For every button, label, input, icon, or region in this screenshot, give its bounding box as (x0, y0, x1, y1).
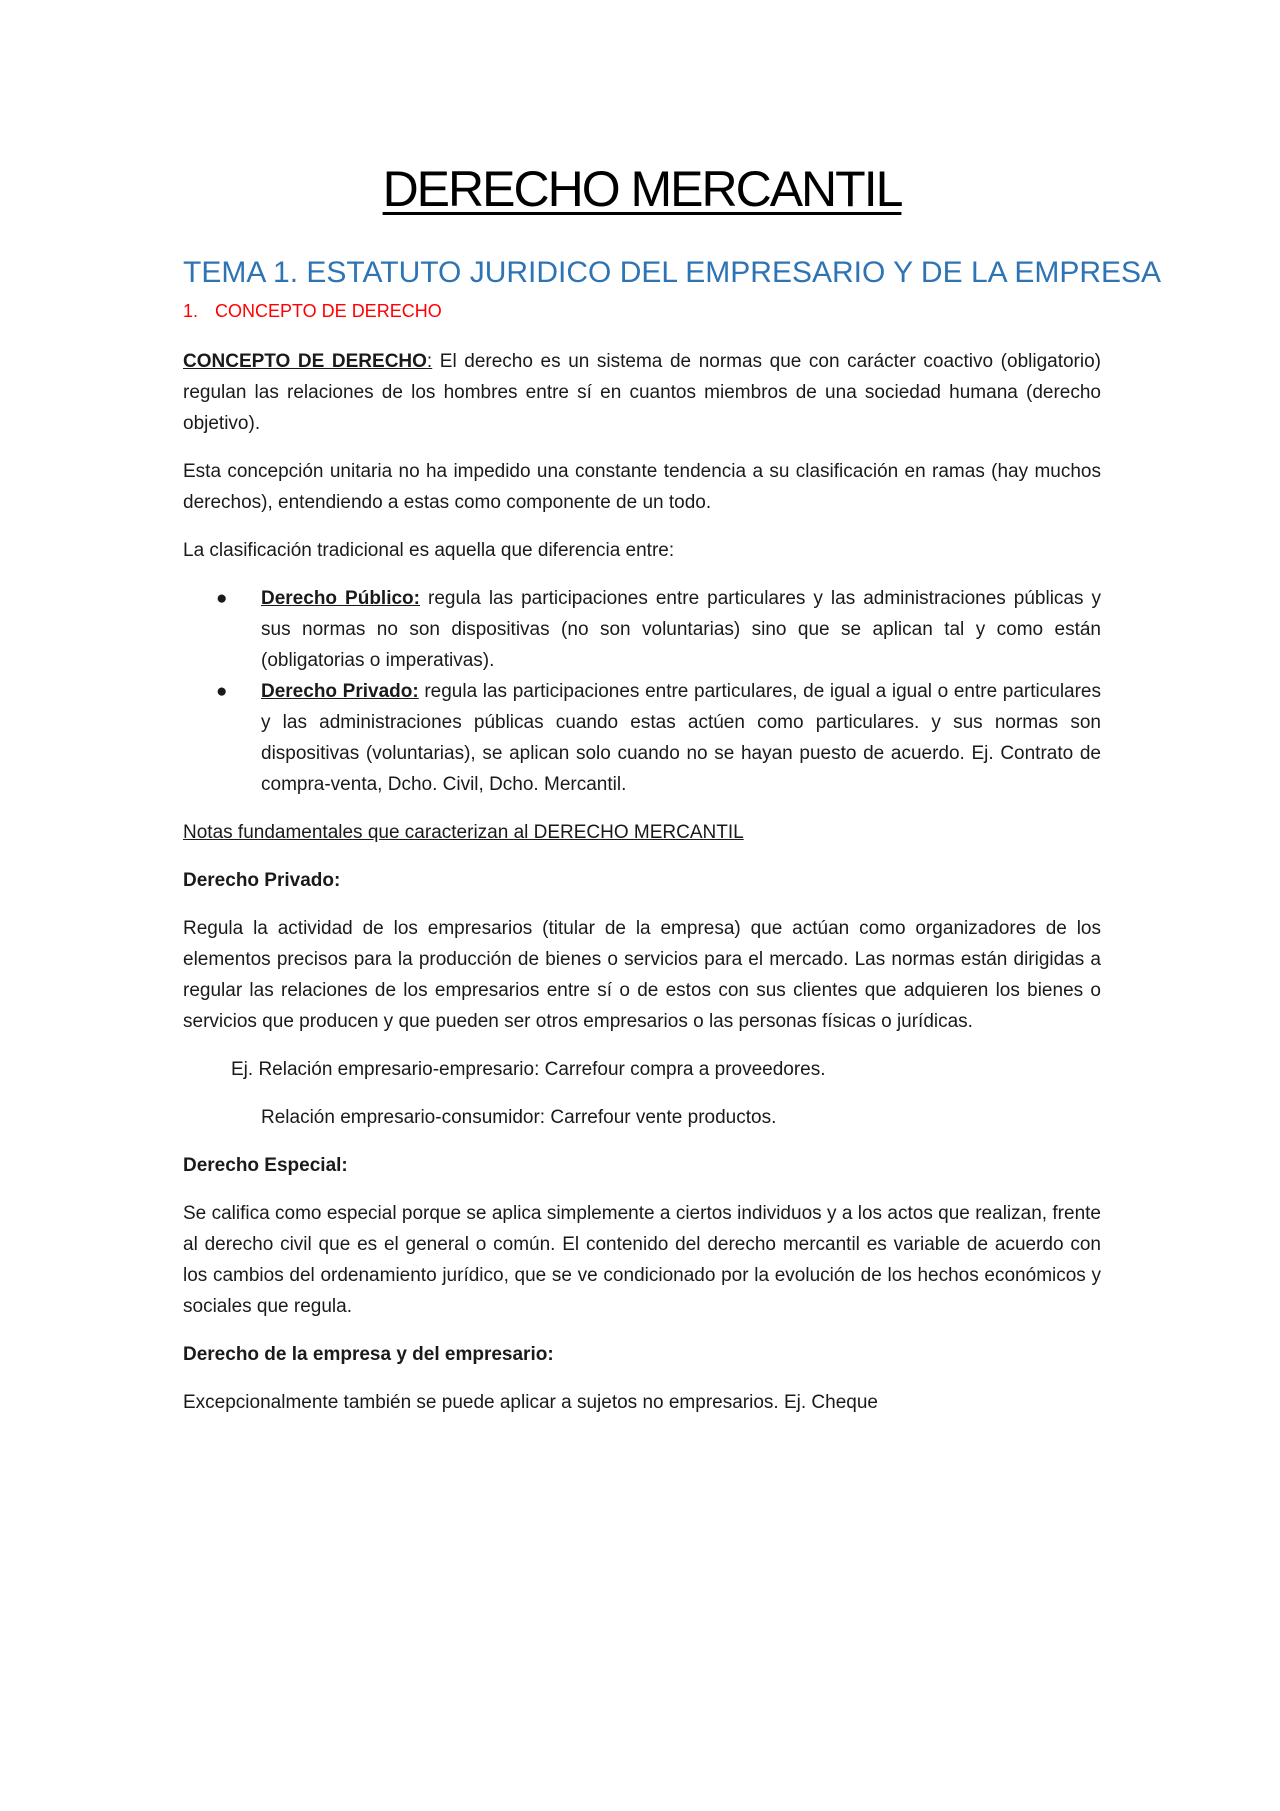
concepto-colon: : (426, 351, 433, 372)
tema-heading: TEMA 1. ESTATUTO JURIDICO DEL EMPRESARIO Y DE LA EMPRESA (183, 256, 1162, 289)
derecho-types-list (183, 583, 1101, 800)
concepto-paragraph (183, 346, 1101, 439)
example-empresario-empresario: Ej. Relación empresario-empresario: Carrefour compra a proveedores. (231, 1059, 826, 1080)
list-item-publico (183, 583, 1101, 676)
concepcion-paragraph: Esta concepción unitaria no ha impedido una constante tendencia a su clasificación en ramas (hay muchos derechos), entendiendo a estas como componente de un todo. (183, 461, 1101, 513)
empresa-heading: Derecho de la empresa y del empresario: (183, 1344, 554, 1365)
especial-paragraph: Se califica como especial porque se aplica simplemente a ciertos individuos y a los actos que realizan, frente al derecho civil que es el general o común. El contenido del derecho mercantil es variable de acuerdo con los cambios del ordenamiento jurídico, que se ve condicionado por la evolución de los hechos económicos y sociales que regula. (183, 1203, 1101, 1317)
publico-term: Derecho Público: (261, 588, 420, 609)
document-title: DERECHO MERCANTIL (382, 161, 902, 217)
privado-heading: Derecho Privado: (183, 870, 341, 891)
notas-heading: Notas fundamentales que caracterizan al DERECHO MERCANTIL (183, 822, 744, 843)
privado-paragraph: Regula la actividad de los empresarios (titular de la empresa) que actúan como organizadores de los elementos precisos para la producción de bienes o servicios para el mercado. Las normas están dirigidas a regular las relaciones de los empresarios entre sí o de estos con sus clientes que adquieren los bienes o servicios que producen y que pueden ser otros empresarios o las personas físicas o jurídicas. (183, 918, 1101, 1032)
publico-text: regula las participaciones entre particulares y las administraciones públicas y sus normas no son dispositivas (no son voluntarias) sino que se aplican tal y como están (obligatorias o imperativas). (261, 588, 1101, 671)
section-label: CONCEPTO DE DERECHO (215, 301, 442, 321)
document-body (183, 346, 1101, 1435)
privado-term: Derecho Privado: (261, 681, 419, 702)
concepto-term: CONCEPTO DE DERECHO (183, 351, 427, 372)
list-item-privado (183, 676, 1101, 800)
section-number: 1. (183, 301, 199, 321)
privado-text: regula las participaciones entre particulares, de igual a igual o entre particulares y las administraciones públicas cuando estas actúen como particulares. y sus normas son dispositivas (voluntarias), se aplican solo cuando no se hayan puesto de acuerdo. Ej. Contrato de compra-venta, Dcho. Civil, Dcho. Mercantil. (261, 681, 1101, 795)
example-empresario-consumidor: Relación empresario-consumidor: Carrefour vente productos. (261, 1107, 777, 1128)
concepto-text: El derecho es un sistema de normas que con carácter coactivo (obligatorio) regulan las relaciones de los hombres entre sí en cuantos miembros de una sociedad humana (derecho objetivo). (183, 351, 1101, 434)
empresa-paragraph: Excepcionalmente también se puede aplicar a sujetos no empresarios. Ej. Cheque (183, 1392, 878, 1413)
clasificacion-paragraph: La clasificación tradicional es aquella que diferencia entre: (183, 540, 675, 561)
section-heading (183, 301, 442, 322)
bullet-icon: ● (216, 588, 228, 609)
bullet-icon: ● (216, 681, 228, 702)
especial-heading: Derecho Especial: (183, 1155, 348, 1176)
